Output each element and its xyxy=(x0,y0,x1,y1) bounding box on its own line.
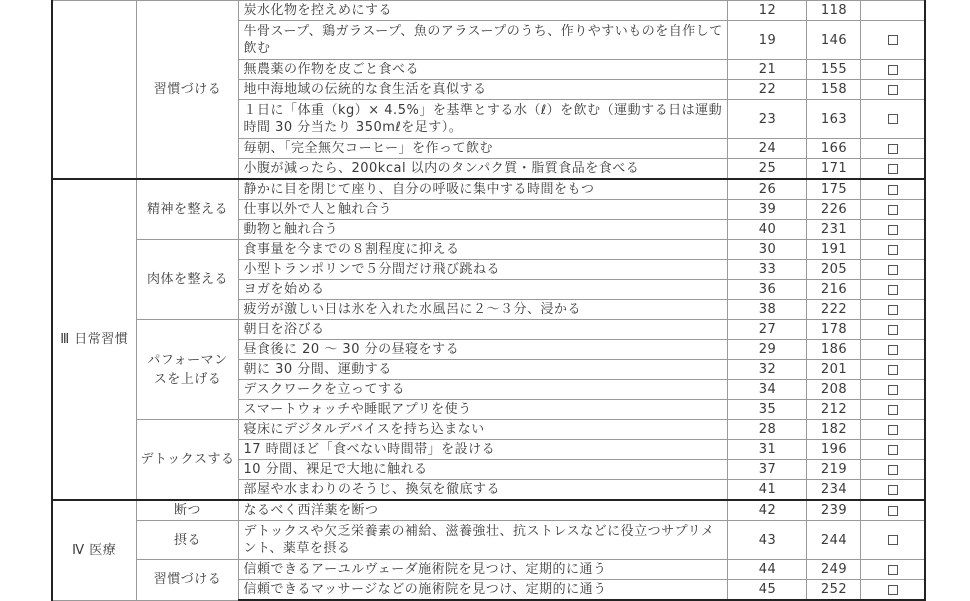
item-text: 17 時間ほど「食べない時間帯」を設ける xyxy=(239,440,728,460)
item-number: 45 xyxy=(728,580,807,601)
checkbox[interactable] xyxy=(861,300,925,320)
checkbox[interactable] xyxy=(861,100,925,139)
item-text: 寝床にデジタルデバイスを持ち込まない xyxy=(239,420,728,440)
page-number: 166 xyxy=(807,139,861,159)
section-category: Ⅳ 医療 xyxy=(52,500,136,600)
page-number: 208 xyxy=(807,380,861,400)
checkbox[interactable] xyxy=(861,159,925,180)
item-text: なるべく西洋薬を断つ xyxy=(239,500,728,521)
checkbox-icon[interactable] xyxy=(888,485,898,495)
checkbox-icon[interactable] xyxy=(888,245,898,255)
item-number: 42 xyxy=(728,500,807,521)
group-label: 肉体を整える xyxy=(136,240,239,320)
item-text: 疲労が激しい日は氷を入れた水風呂に２～３分、浸かる xyxy=(239,300,728,320)
checkbox[interactable] xyxy=(861,480,925,501)
checkbox[interactable] xyxy=(861,340,925,360)
item-text: 無農薬の作物を皮ごと食べる xyxy=(239,60,728,80)
checkbox-icon[interactable] xyxy=(888,585,898,595)
checkbox-icon[interactable] xyxy=(888,445,898,455)
item-number: 31 xyxy=(728,440,807,460)
item-number: 37 xyxy=(728,460,807,480)
item-number: 30 xyxy=(728,240,807,260)
page-number: 205 xyxy=(807,260,861,280)
page-number: 163 xyxy=(807,100,861,139)
checkbox[interactable] xyxy=(861,500,925,521)
item-number: 23 xyxy=(728,100,807,139)
item-number: 29 xyxy=(728,340,807,360)
checkbox[interactable] xyxy=(861,220,925,240)
checkbox-icon[interactable] xyxy=(888,535,898,545)
checkbox[interactable] xyxy=(861,179,925,200)
checkbox[interactable] xyxy=(861,320,925,340)
checkbox[interactable] xyxy=(861,60,925,80)
checkbox[interactable] xyxy=(861,280,925,300)
item-text: 信頼できるアーユルヴェーダ施術院を見つけ、定期的に通う xyxy=(239,560,728,580)
page-number: 234 xyxy=(807,480,861,501)
item-text: 静かに目を閉じて座り、自分の呼吸に集中する時間をもつ xyxy=(239,179,728,200)
checkbox[interactable] xyxy=(861,200,925,220)
checkbox-icon[interactable] xyxy=(888,114,898,124)
item-text: 朝日を浴びる xyxy=(239,320,728,340)
page-number: 216 xyxy=(807,280,861,300)
checkbox[interactable] xyxy=(861,400,925,420)
page-number: 196 xyxy=(807,440,861,460)
page-number: 175 xyxy=(807,179,861,200)
item-number: 33 xyxy=(728,260,807,280)
page-number: 222 xyxy=(807,300,861,320)
item-number: 38 xyxy=(728,300,807,320)
item-text: 牛骨スープ、鶏ガラスープ、魚のアラスープのうち、作りやすいものを自作して飲む xyxy=(239,21,728,60)
item-text: 昼食後に 20 ～ 30 分の昼寝をする xyxy=(239,340,728,360)
page-number: 244 xyxy=(807,521,861,560)
item-number: 34 xyxy=(728,380,807,400)
item-number: 24 xyxy=(728,139,807,159)
group-label: 習慣づける xyxy=(136,560,239,601)
item-number: 39 xyxy=(728,200,807,220)
page-number: 249 xyxy=(807,560,861,580)
item-text: １日に「体重（kg）× 4.5%」を基準とする水（ℓ）を飲む（運動する日は運動時間 30 分当たり 350mℓを足す）。 xyxy=(239,100,728,139)
page-number: 182 xyxy=(807,420,861,440)
checkbox[interactable] xyxy=(861,260,925,280)
checkbox-icon[interactable] xyxy=(888,405,898,415)
section-category: Ⅲ 日常習慣 xyxy=(52,179,136,500)
item-text: 信頼できるマッサージなどの施術院を見つけ、定期的に通う xyxy=(239,580,728,601)
checkbox-icon[interactable] xyxy=(888,185,898,195)
page-number: 219 xyxy=(807,460,861,480)
page-number: 226 xyxy=(807,200,861,220)
check-cell xyxy=(861,1,925,21)
item-text: 食事量を今までの８割程度に抑える xyxy=(239,240,728,260)
page-number: 231 xyxy=(807,220,861,240)
page-number: 118 xyxy=(807,1,861,21)
group-label: 断つ xyxy=(136,500,239,521)
item-text: デスクワークを立ってする xyxy=(239,380,728,400)
checkbox-icon[interactable] xyxy=(888,85,898,95)
item-text: 炭水化物を控えめにする xyxy=(239,1,728,21)
item-text: 部屋や水まわりのそうじ、換気を徹底する xyxy=(239,480,728,501)
checkbox-icon[interactable] xyxy=(888,365,898,375)
item-number: 28 xyxy=(728,420,807,440)
checkbox-icon[interactable] xyxy=(888,65,898,75)
checkbox-icon[interactable] xyxy=(888,385,898,395)
checkbox[interactable] xyxy=(861,360,925,380)
checkbox-icon[interactable] xyxy=(888,325,898,335)
item-number: 43 xyxy=(728,521,807,560)
checkbox[interactable] xyxy=(861,240,925,260)
item-number: 41 xyxy=(728,480,807,501)
checkbox-icon[interactable] xyxy=(888,465,898,475)
section-category-cell xyxy=(52,1,136,180)
checkbox[interactable] xyxy=(861,460,925,480)
checkbox[interactable] xyxy=(861,420,925,440)
item-number: 12 xyxy=(728,1,807,21)
checkbox-icon[interactable] xyxy=(888,265,898,275)
checkbox[interactable] xyxy=(861,440,925,460)
item-text: 小腹が減ったら、200kcal 以内のタンパク質・脂質食品を食べる xyxy=(239,159,728,180)
item-text: 朝に 30 分間、運動する xyxy=(239,360,728,380)
group-label: デトックスする xyxy=(136,420,239,501)
item-text: 仕事以外で人と触れ合う xyxy=(239,200,728,220)
page-number: 191 xyxy=(807,240,861,260)
item-text: スマートウォッチや睡眠アプリを使う xyxy=(239,400,728,420)
page-number: 146 xyxy=(807,21,861,60)
item-text: 毎朝、「完全無欠コーヒー」を作って飲む xyxy=(239,139,728,159)
item-number: 19 xyxy=(728,21,807,60)
group-label: 摂る xyxy=(136,521,239,560)
checkbox[interactable] xyxy=(861,521,925,560)
item-number: 22 xyxy=(728,80,807,100)
item-number: 36 xyxy=(728,280,807,300)
item-text: 10 分間、裸足で大地に触れる xyxy=(239,460,728,480)
item-number: 27 xyxy=(728,320,807,340)
page-number: 155 xyxy=(807,60,861,80)
item-text: 地中海地域の伝統的な食生活を真似する xyxy=(239,80,728,100)
item-text: デトックスや欠乏栄養素の補給、滋養強壮、抗ストレスなどに役立つサプリメント、薬草を摂る xyxy=(239,521,728,560)
checkbox-icon[interactable] xyxy=(888,164,898,174)
group-label: 習慣づける xyxy=(136,1,239,180)
page-number: 239 xyxy=(807,500,861,521)
group-label: パフォーマンスを上げる xyxy=(136,320,239,420)
checkbox[interactable] xyxy=(861,80,925,100)
page-number: 212 xyxy=(807,400,861,420)
item-text: ヨガを始める xyxy=(239,280,728,300)
checklist-document xyxy=(51,0,926,601)
checklist-table xyxy=(51,0,926,601)
checkbox[interactable] xyxy=(861,21,925,60)
page-number: 201 xyxy=(807,360,861,380)
item-number: 40 xyxy=(728,220,807,240)
checkbox-icon[interactable] xyxy=(888,345,898,355)
checkbox[interactable] xyxy=(861,139,925,159)
checkbox-icon[interactable] xyxy=(888,285,898,295)
page-number: 171 xyxy=(807,159,861,180)
page-number: 158 xyxy=(807,80,861,100)
page-number: 252 xyxy=(807,580,861,601)
item-number: 35 xyxy=(728,400,807,420)
checkbox-icon[interactable] xyxy=(888,35,898,45)
group-label: 精神を整える xyxy=(136,179,239,240)
checkbox-icon[interactable] xyxy=(888,425,898,435)
page-number: 178 xyxy=(807,320,861,340)
checkbox-icon[interactable] xyxy=(888,225,898,235)
item-number: 21 xyxy=(728,60,807,80)
item-number: 32 xyxy=(728,360,807,380)
checkbox[interactable] xyxy=(861,580,925,601)
page-number: 186 xyxy=(807,340,861,360)
item-number: 26 xyxy=(728,179,807,200)
checkbox-icon[interactable] xyxy=(888,205,898,215)
checkbox[interactable] xyxy=(861,560,925,580)
item-text: 動物と触れ合う xyxy=(239,220,728,240)
item-number: 25 xyxy=(728,159,807,180)
item-text: 小型トランポリンで５分間だけ飛び跳ねる xyxy=(239,260,728,280)
checkbox-icon[interactable] xyxy=(888,565,898,575)
checkbox[interactable] xyxy=(861,380,925,400)
checkbox-icon[interactable] xyxy=(888,506,898,516)
checkbox-icon[interactable] xyxy=(888,305,898,315)
item-number: 44 xyxy=(728,560,807,580)
checkbox-icon[interactable] xyxy=(888,144,898,154)
